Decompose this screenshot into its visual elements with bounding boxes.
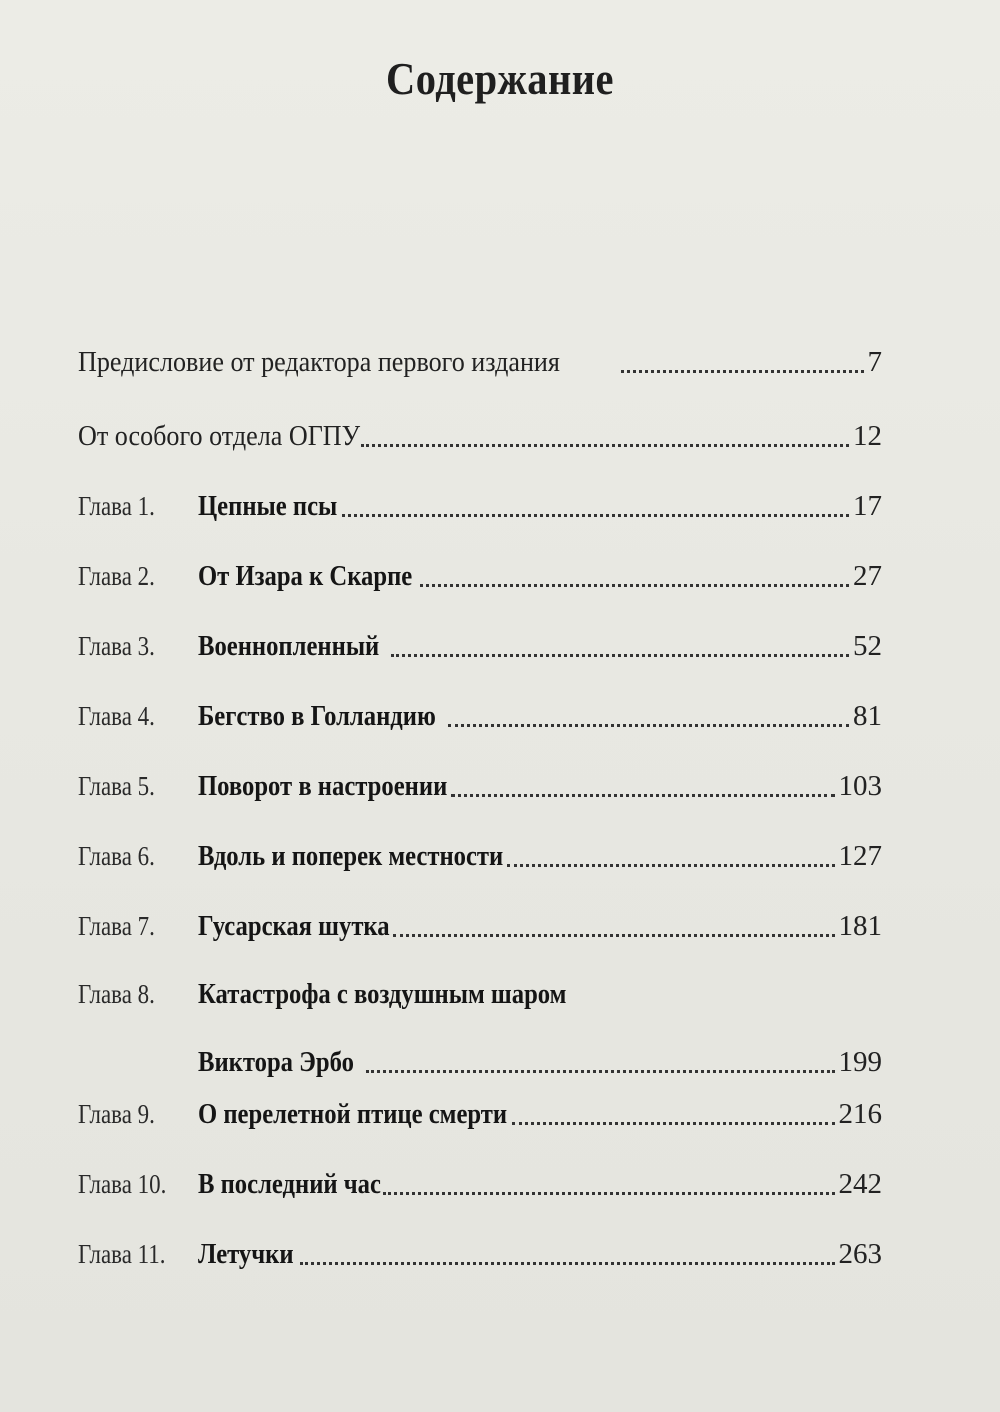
toc-entry-chapter-9 [78, 1092, 882, 1136]
toc-chapter-number: Глава 8. [78, 979, 155, 1009]
toc-chapter-number: Глава 7. [78, 911, 155, 941]
toc-entry-chapter-5 [78, 764, 882, 808]
leader-dots [300, 1262, 834, 1265]
toc-entry-chapter-11 [78, 1232, 882, 1276]
leader-dots [420, 584, 849, 587]
toc-entry-chapter-8-continued [78, 1040, 882, 1084]
toc-page-number: 263 [838, 1238, 882, 1270]
page-title: Содержание [386, 53, 614, 104]
toc-entry-ogpu [78, 414, 882, 458]
toc-chapter-number: Глава 10. [78, 1169, 167, 1199]
toc-entry-title: Бегство в Голландию [198, 700, 436, 732]
toc-entry-title: О перелетной птице смерти [198, 1098, 508, 1130]
toc-entry-title-continued: Виктора Эрбо [198, 1046, 354, 1078]
leader-dots [621, 370, 863, 373]
toc-entry-chapter-3 [78, 624, 882, 668]
leader-dots [342, 514, 849, 517]
toc-chapter-number: Глава 3. [78, 631, 155, 661]
toc-entry-chapter-2 [78, 554, 882, 598]
toc-entry-chapter-4 [78, 694, 882, 738]
toc-page-number: 127 [838, 840, 882, 872]
toc-page-number: 27 [853, 560, 882, 592]
toc-entry-chapter-7 [78, 904, 882, 948]
toc-entry-chapter-1 [78, 484, 882, 528]
leader-dots [391, 654, 849, 657]
toc-entry-title: В последний час [198, 1168, 381, 1200]
toc-entry-chapter-8 [78, 972, 882, 1016]
toc-entry-title: Гусарская шутка [198, 910, 390, 942]
toc-entry-title: Военнопленный [198, 630, 380, 662]
toc-entry-chapter-6 [78, 834, 882, 878]
toc-entry-preface [78, 340, 882, 384]
toc-entry-title: Катастрофа с воздушным шаром [198, 978, 567, 1010]
toc-page-number: 81 [853, 700, 882, 732]
toc-page-number: 242 [838, 1168, 882, 1200]
leader-dots [451, 794, 834, 797]
leader-dots [507, 864, 834, 867]
toc-chapter-number: Глава 9. [78, 1099, 155, 1129]
toc-page-number: 7 [867, 346, 882, 378]
toc-chapter-number: Глава 5. [78, 771, 155, 801]
toc-entry-title: Летучки [198, 1238, 294, 1270]
toc-chapter-number: Глава 4. [78, 701, 155, 731]
toc-page-number: 52 [853, 630, 882, 662]
toc-entry-title: Предисловие от редактора первого издания [78, 346, 560, 378]
leader-dots [361, 444, 849, 447]
toc-entry-chapter-10 [78, 1162, 882, 1206]
toc-chapter-number: Глава 2. [78, 561, 155, 591]
toc-page-number: 216 [838, 1098, 882, 1130]
leader-dots [448, 724, 849, 727]
leader-dots [512, 1122, 835, 1125]
toc-page-number: 17 [853, 490, 882, 522]
leader-dots [366, 1070, 834, 1073]
leader-dots [383, 1192, 834, 1195]
toc-entry-title: Цепные псы [198, 490, 338, 522]
toc-page-number: 181 [838, 910, 882, 942]
toc-chapter-number: Глава 11. [78, 1239, 166, 1269]
toc-chapter-number: Глава 1. [78, 491, 155, 521]
toc-entry-title: Поворот в настроении [198, 770, 448, 802]
toc-chapter-number: Глава 6. [78, 841, 155, 871]
toc-page-number: 103 [838, 770, 882, 802]
toc-page-number: 12 [853, 420, 882, 452]
toc-entry-title: От особого отдела ОГПУ [78, 420, 361, 452]
toc-entry-title: Вдоль и поперек местности [198, 840, 504, 872]
leader-dots [393, 934, 834, 937]
toc-page-number: 199 [838, 1046, 882, 1078]
toc-entry-title: От Изара к Скарпе [198, 560, 413, 592]
